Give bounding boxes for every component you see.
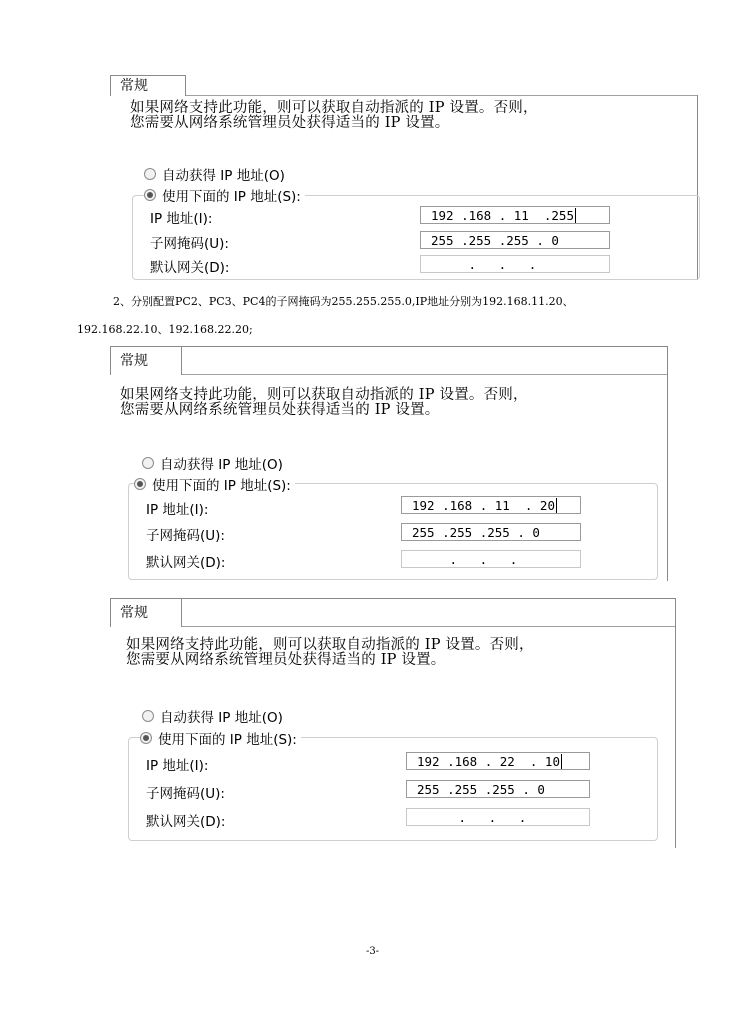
- gateway-label: 默认网关(D):: [146, 814, 226, 830]
- description-line-1: 如果网络支持此功能，则可以获取自动指派的 IP 设置。否则，: [126, 637, 534, 653]
- gateway-input[interactable]: . . .: [406, 808, 590, 826]
- manual-ip-radio[interactable]: [134, 474, 295, 494]
- subnet-mask-label: 子网掩码(U):: [150, 236, 229, 252]
- manual-ip-radio[interactable]: [140, 728, 301, 748]
- subnet-mask-label: 子网掩码(U):: [146, 528, 225, 544]
- gateway-label: 默认网关(D):: [146, 555, 226, 571]
- radio-unselected-icon: [142, 710, 154, 722]
- description-line-1: 如果网络支持此功能，则可以获取自动指派的 IP 设置。否则，: [120, 387, 528, 403]
- ip-settings-panel-2: [110, 346, 668, 581]
- ip-address-label: IP 地址(I):: [146, 502, 209, 518]
- ip-address-label: IP 地址(I):: [150, 211, 213, 227]
- ip-address-label: IP 地址(I):: [146, 758, 209, 774]
- manual-ip-label: 使用下面的 IP 地址(S):: [158, 732, 297, 748]
- tab-general[interactable]: 常规: [110, 75, 186, 96]
- manual-ip-radio[interactable]: [144, 185, 305, 205]
- tab-general[interactable]: 常规: [110, 598, 182, 627]
- auto-ip-radio[interactable]: [142, 453, 283, 473]
- manual-ip-label: 使用下面的 IP 地址(S):: [152, 478, 291, 494]
- instruction-line-1: 2、分别配置PC2、PC3、PC4的子网掩码为255.255.255.0,IP地址分别为192.168.11.20、: [113, 295, 574, 308]
- description: [126, 638, 534, 668]
- description-line-2: 您需要从网络系统管理员处获得适当的 IP 设置。: [130, 115, 450, 131]
- description-line-1: 如果网络支持此功能，则可以获取自动指派的 IP 设置。否则，: [130, 100, 538, 116]
- auto-ip-label: 自动获得 IP 地址(O): [162, 168, 285, 184]
- tab-general[interactable]: 常规: [110, 346, 182, 375]
- radio-selected-icon: [134, 478, 146, 490]
- ip-address-input[interactable]: 192 .168 . 11 . 20: [401, 496, 581, 514]
- auto-ip-label: 自动获得 IP 地址(O): [160, 710, 283, 726]
- subnet-mask-label: 子网掩码(U):: [146, 786, 225, 802]
- gateway-input[interactable]: . . .: [401, 550, 581, 568]
- subnet-mask-input[interactable]: 255 .255 .255 . 0: [401, 523, 581, 541]
- description-line-2: 您需要从网络系统管理员处获得适当的 IP 设置。: [120, 402, 440, 418]
- ip-settings-panel-1: [110, 75, 698, 280]
- subnet-mask-input[interactable]: 255 .255 .255 . 0: [406, 780, 590, 798]
- ip-address-input[interactable]: 192 .168 . 11 .255: [420, 206, 610, 224]
- radio-selected-icon: [144, 189, 156, 201]
- auto-ip-radio[interactable]: [144, 164, 285, 184]
- description-line-2: 您需要从网络系统管理员处获得适当的 IP 设置。: [126, 652, 446, 668]
- radio-unselected-icon: [142, 457, 154, 469]
- gateway-label: 默认网关(D):: [150, 260, 230, 276]
- manual-ip-label: 使用下面的 IP 地址(S):: [162, 189, 301, 205]
- page-number: -3-: [365, 946, 380, 957]
- radio-selected-icon: [140, 732, 152, 744]
- ip-address-input[interactable]: 192 .168 . 22 . 10: [406, 752, 590, 770]
- ip-settings-panel-3: [110, 598, 676, 848]
- radio-unselected-icon: [144, 168, 156, 180]
- subnet-mask-input[interactable]: 255 .255 .255 . 0: [420, 231, 610, 249]
- instruction-line-2: 192.168.22.10、192.168.22.20;: [77, 323, 253, 336]
- gateway-input[interactable]: . . .: [420, 255, 610, 273]
- auto-ip-label: 自动获得 IP 地址(O): [160, 457, 283, 473]
- auto-ip-radio[interactable]: [142, 706, 283, 726]
- description: [120, 388, 528, 418]
- description: [130, 101, 538, 131]
